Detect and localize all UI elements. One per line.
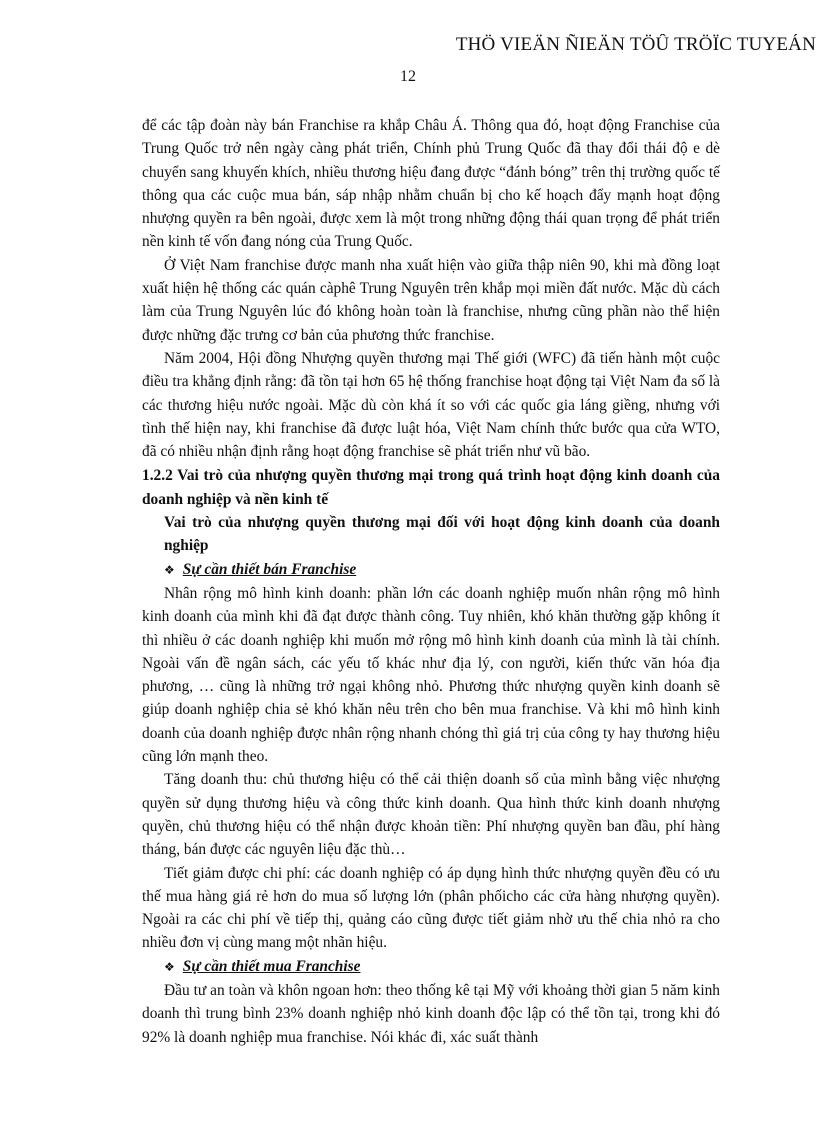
paragraph-4: Nhân rộng mô hình kinh doanh: phần lớn các doanh nghiệp muốn nhân rộng mô hình kinh doanh của mình khi đã đạt được thành công. Tuy nhiên, khó khăn thường gặp không ít thì nhiều ở các doanh nghiệp khi muốn mở rộng mô hình kinh doanh của mình là tài chính. Ngoài vấn đề ngân sách, các yếu tố khác như địa lý, con người, kiến thức văn hóa địa phương, … cũng là những trở ngại không nhỏ. Phương thức nhượng quyền kinh doanh sẽ giúp doanh nghiệp chia sẻ khó khăn nêu trên cho bên mua franchise. Và khi mô hình kinh doanh của doanh nghiệp được nhân rộng nhanh chóng thì giá trị của công ty hay thương hiệu cũng lớn mạnh theo. bbox=[142, 584, 720, 766]
diamond-bullet-icon: ❖ bbox=[164, 562, 175, 577]
page-header: THÖ VIEÄN ÑIEÄN TÖÛ TRÖÏC TUYEÁN bbox=[455, 34, 816, 55]
paragraph-2: Ở Việt Nam franchise được manh nha xuất hiện vào giữa thập niên 90, khi mà đồng loạt xuất hiện hệ thống các quán càphê Trung Nguyên trên khắp mọi miền đất nước. Mặc dù cách làm của Trung Nguyên lúc đó không hoàn toàn là franchise, nhưng cũng phần nào thể hiện được những đặc trưng cơ bản của phương thức franchise. bbox=[142, 256, 720, 344]
paragraph-1: để các tập đoàn này bán Franchise ra khắp Châu Á. Thông qua đó, hoạt động Franchise của Trung Quốc trở nên ngày càng phát triển, Chính phủ Trung Quốc đã thay đổi thái độ e dè chuyển sang khuyến khích, nhiều thương hiệu đang được “đánh bóng” trên thị trường quốc tế thông qua các cuộc mua bán, sáp nhập nhằm chuẩn bị cho kế hoạch đẩy mạnh hoạt động nhượng quyền ra bên ngoài, được xem là một trong những động thái quan trọng để phát triển nền kinh tế vốn đang nóng của Trung Quốc. bbox=[142, 117, 720, 251]
subsection-heading: Vai trò của nhượng quyền thương mại đối với hoạt động kinh doanh của doanh nghiệp bbox=[164, 514, 720, 555]
document-body bbox=[142, 114, 720, 1049]
bullet-heading-sell bbox=[164, 558, 720, 582]
paragraph-6: Tiết giảm được chi phí: các doanh nghiệp có áp dụng hình thức nhượng quyền đều có ưu thế mua hàng giá rẻ hơn do mua số lượng lớn (phân phốicho các cửa hàng nhượng quyền). Ngoài ra các chi phí về tiếp thị, quảng cáo cũng được tiết giảm nhờ ưu thế chia nhỏ ra cho nhiều đơn vị cùng mang một nhãn hiệu. bbox=[142, 864, 720, 952]
section-heading: 1.2.2 Vai trò của nhượng quyền thương mại trong quá trình hoạt động kinh doanh của doanh nghiệp và nền kinh tế bbox=[142, 467, 720, 508]
bullet-heading-buy-label: Sự cần thiết mua Franchise bbox=[182, 957, 361, 975]
bullet-heading-sell-label: Sự cần thiết bán Franchise bbox=[182, 560, 357, 578]
diamond-bullet-icon: ❖ bbox=[164, 959, 175, 974]
bullet-heading-buy bbox=[164, 955, 720, 979]
page-number: 12 bbox=[400, 68, 416, 85]
paragraph-3: Năm 2004, Hội đồng Nhượng quyền thương mại Thế giới (WFC) đã tiến hành một cuộc điều tra khẳng định rằng: đã tồn tại hơn 65 hệ thống franchise hoạt động tại Việt Nam đa số là các thương hiệu nước ngoài. Mặc dù còn khá ít so với các quốc gia láng giềng, nhưng với tình thế hiện nay, khi franchise đã được luật hóa, Việt Nam chính thức bước qua cửa WTO, đã có nhiều nhận định rằng hoạt động franchise sẽ phát triển như vũ bão. bbox=[142, 349, 720, 461]
paragraph-7: Đầu tư an toàn và khôn ngoan hơn: theo thống kê tại Mỹ với khoảng thời gian 5 năm kinh doanh thì trung bình 23% doanh nghiệp nhỏ kinh doanh độc lập có thể tồn tại, trong khi đó 92% là doanh nghiệp mua franchise. Nói khác đi, xác suất thành bbox=[142, 981, 720, 1046]
paragraph-5: Tăng doanh thu: chủ thương hiệu có thể cải thiện doanh số của mình bằng việc nhượng quyền sử dụng thương hiệu và công thức kinh doanh. Qua hình thức kinh doanh nhượng quyền, chủ thương hiệu có thể nhận được khoản tiền: Phí nhượng quyền ban đầu, phí hàng tháng, bán được các nguyên liệu đặc thù… bbox=[142, 771, 720, 859]
